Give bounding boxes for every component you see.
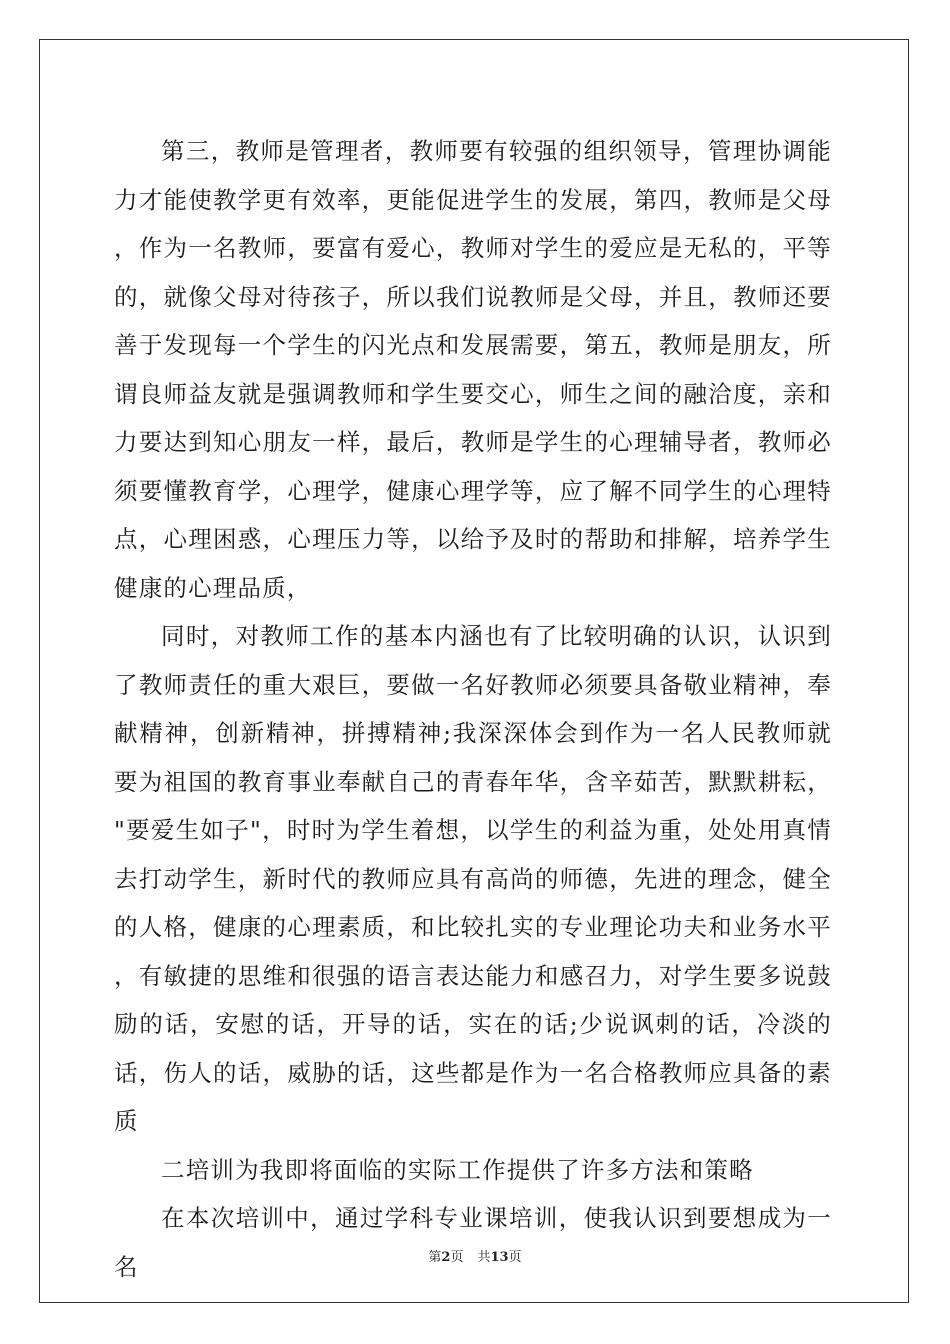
total-pages: 13 [490,1250,509,1265]
total-indicator [477,1250,521,1265]
page-footer [0,1246,950,1265]
page-prefix: 第 [428,1250,442,1265]
paragraph-1: 第三，教师是管理者，教师要有较强的组织领导，管理协调能力才能使教学更有效率，更能促进学生的发展，第四，教师是父母，作为一名教师，要富有爱心，教师对学生的爱应是无私的，平等的，就像父母对待孩子，所以我们说教师是父母，并且，教师还要善于发现每一个学生的闪光点和发展需要，第五，教师是朋友，所谓良师益友就是强调教师和学生要交心，师生之间的融洽度，亲和力要达到知心朋友一样，最后，教师是学生的心理辅导者，教师必须要懂教育学，心理学，健康心理学等，应了解不同学生的心理特点，心理困惑，心理压力等，以给予及时的帮助和排解，培养学生健康的心理品质， [114,137,832,602]
page-indicator [428,1250,463,1265]
page-suffix: 页 [450,1250,464,1265]
paragraph-4: 在本次培训中，通过学科专业课培训，使我认识到要想成为一名 [114,1204,832,1281]
total-prefix: 共 [477,1250,491,1265]
paragraph-3: 二培训为我即将面临的实际工作提供了许多方法和策略 [161,1155,754,1184]
page-number: 2 [441,1250,451,1265]
total-suffix: 页 [508,1250,522,1265]
document-body [114,127,832,1291]
paragraph-2: 同时，对教师工作的基本内涵也有了比较明确的认识，认识到了教师责任的重大艰巨，要做一名好教师必须要具备敬业精神，奉献精神，创新精神，拼搏精神;我深深体会到作为一名人民教师就要为祖国的教育事业奉献自己的青春年华，含辛茹苦，默默耕耘，"要爱生如子"，时时为学生着想，以学生的利益为重，处处用真情去打动学生，新时代的教师应具有高尚的师德，先进的理念，健全的人格，健康的心理素质，和比较扎实的专业理论功夫和业务水平，有敏捷的思维和很强的语言表达能力和感召力，对学生要多说鼓励的话，安慰的话，开导的话，实在的话;少说讽刺的话，冷淡的话，伤人的话，威胁的话，这些都是作为一名合格教师应具备的素质 [114,622,832,1135]
